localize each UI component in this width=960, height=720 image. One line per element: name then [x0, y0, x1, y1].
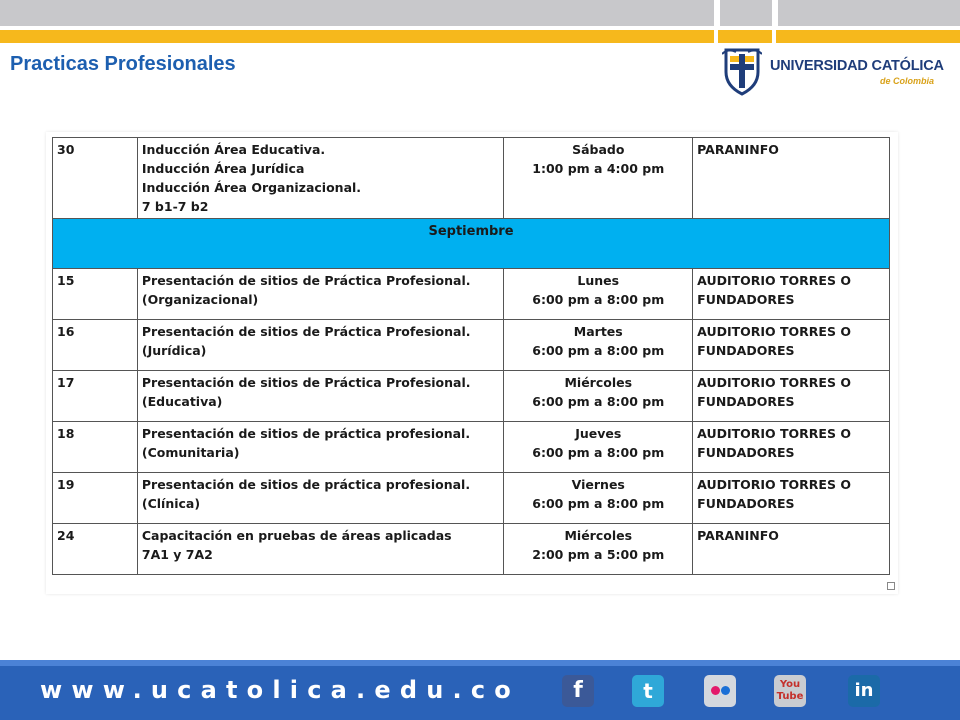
accent-bar-gap — [714, 30, 718, 43]
time-label: 6:00 pm a 8:00 pm — [532, 496, 665, 511]
activity-cell — [137, 269, 504, 320]
flickr-icon[interactable] — [704, 675, 736, 707]
place-cell: PARANINFO — [693, 138, 890, 219]
weekday-label: Martes — [573, 324, 623, 339]
table-row — [53, 320, 890, 371]
weekday-label: Jueves — [575, 426, 622, 441]
activity-cell — [137, 320, 504, 371]
twitter-icon[interactable]: t — [632, 675, 664, 707]
activity-line: (Clínica) — [141, 496, 201, 511]
table-row — [53, 371, 890, 422]
time-label: 1:00 pm a 4:00 pm — [532, 161, 665, 176]
activity-line: 7A1 y 7A2 — [141, 547, 213, 562]
accent-bar — [0, 30, 960, 43]
youtube-icon[interactable] — [774, 675, 806, 707]
activity-line: (Jurídica) — [141, 343, 207, 358]
page-title: Practicas Profesionales — [10, 53, 236, 75]
time-label: 6:00 pm a 8:00 pm — [532, 445, 665, 460]
activity-line: Inducción Área Organizacional. — [141, 180, 362, 195]
activity-line: (Educativa) — [141, 394, 223, 409]
time-label: 6:00 pm a 8:00 pm — [532, 394, 665, 409]
activity-cell — [137, 422, 504, 473]
youtube-glyph: You Tube — [776, 679, 804, 702]
activity-line: Presentación de sitios de Práctica Profesional. — [141, 273, 471, 288]
time-cell — [504, 473, 693, 524]
activity-line: Inducción Área Jurídica — [141, 161, 305, 176]
table-row — [53, 524, 890, 575]
activity-cell — [137, 473, 504, 524]
footer-stripe — [0, 660, 960, 666]
weekday-label: Sábado — [572, 142, 625, 157]
university-logo — [722, 46, 952, 96]
place-cell: AUDITORIO TORRES O FUNDADORES — [693, 320, 890, 371]
top-bar-segment — [0, 0, 714, 26]
place-cell: AUDITORIO TORRES O FUNDADORES — [693, 473, 890, 524]
activity-cell — [137, 138, 504, 219]
time-cell — [504, 269, 693, 320]
logo-subtitle: de Colombia — [880, 76, 935, 86]
activity-line: Presentación de sitios de práctica profesional. — [141, 477, 471, 492]
weekday-label: Miércoles — [564, 375, 633, 390]
weekday-label: Miércoles — [564, 528, 633, 543]
time-cell — [504, 320, 693, 371]
time-label: 6:00 pm a 8:00 pm — [532, 343, 665, 358]
shield-icon — [722, 46, 762, 96]
table-row — [53, 473, 890, 524]
activity-line: (Organizacional) — [141, 292, 259, 307]
time-cell — [504, 371, 693, 422]
top-bar-segment — [720, 0, 772, 26]
day-cell: 18 — [53, 422, 138, 473]
time-cell — [504, 524, 693, 575]
table-row — [53, 422, 890, 473]
website-url[interactable]: www.ucatolica.edu.co — [40, 676, 520, 704]
place-cell: AUDITORIO TORRES O FUNDADORES — [693, 371, 890, 422]
table-row — [53, 269, 890, 320]
resize-handle-icon — [887, 582, 895, 590]
accent-bar-gap — [772, 30, 776, 43]
top-bar-segment — [778, 0, 960, 26]
time-label: 2:00 pm a 5:00 pm — [532, 547, 665, 562]
activity-line: Capacitación en pruebas de áreas aplicadas — [141, 528, 452, 543]
activity-line: Inducción Área Educativa. — [141, 142, 326, 157]
activity-cell — [137, 371, 504, 422]
activity-line: Presentación de sitios de Práctica Profesional. — [141, 324, 471, 339]
weekday-label: Viernes — [571, 477, 625, 492]
weekday-label: Lunes — [577, 273, 620, 288]
month-label: Septiembre — [53, 219, 890, 269]
logo-name-primary: UNIVERSIDAD — [770, 58, 868, 74]
activity-line: (Comunitaria) — [141, 445, 240, 460]
flickr-pink-dot — [711, 686, 720, 695]
schedule-image — [46, 132, 898, 594]
logo-name-secondary: CATÓLICA — [871, 58, 944, 74]
day-cell: 30 — [53, 138, 138, 219]
place-cell: AUDITORIO TORRES O FUNDADORES — [693, 269, 890, 320]
top-bar — [0, 0, 960, 28]
day-cell: 15 — [53, 269, 138, 320]
place-cell: PARANINFO — [693, 524, 890, 575]
day-cell: 16 — [53, 320, 138, 371]
table-row — [53, 138, 890, 219]
day-cell: 19 — [53, 473, 138, 524]
schedule-table — [52, 137, 890, 575]
day-cell: 24 — [53, 524, 138, 575]
activity-line: Presentación de sitios de práctica profesional. — [141, 426, 471, 441]
day-cell: 17 — [53, 371, 138, 422]
flickr-blue-dot — [721, 686, 730, 695]
activity-cell — [137, 524, 504, 575]
activity-line: Presentación de sitios de Práctica Profesional. — [141, 375, 471, 390]
time-cell — [504, 422, 693, 473]
logo-wordmark — [770, 58, 944, 74]
time-label: 6:00 pm a 8:00 pm — [532, 292, 665, 307]
activity-line: 7 b1-7 b2 — [141, 199, 209, 214]
linkedin-icon[interactable]: in — [848, 675, 880, 707]
facebook-icon[interactable]: f — [562, 675, 594, 707]
place-cell: AUDITORIO TORRES O FUNDADORES — [693, 422, 890, 473]
month-band-row — [53, 219, 890, 269]
time-cell — [504, 138, 693, 219]
